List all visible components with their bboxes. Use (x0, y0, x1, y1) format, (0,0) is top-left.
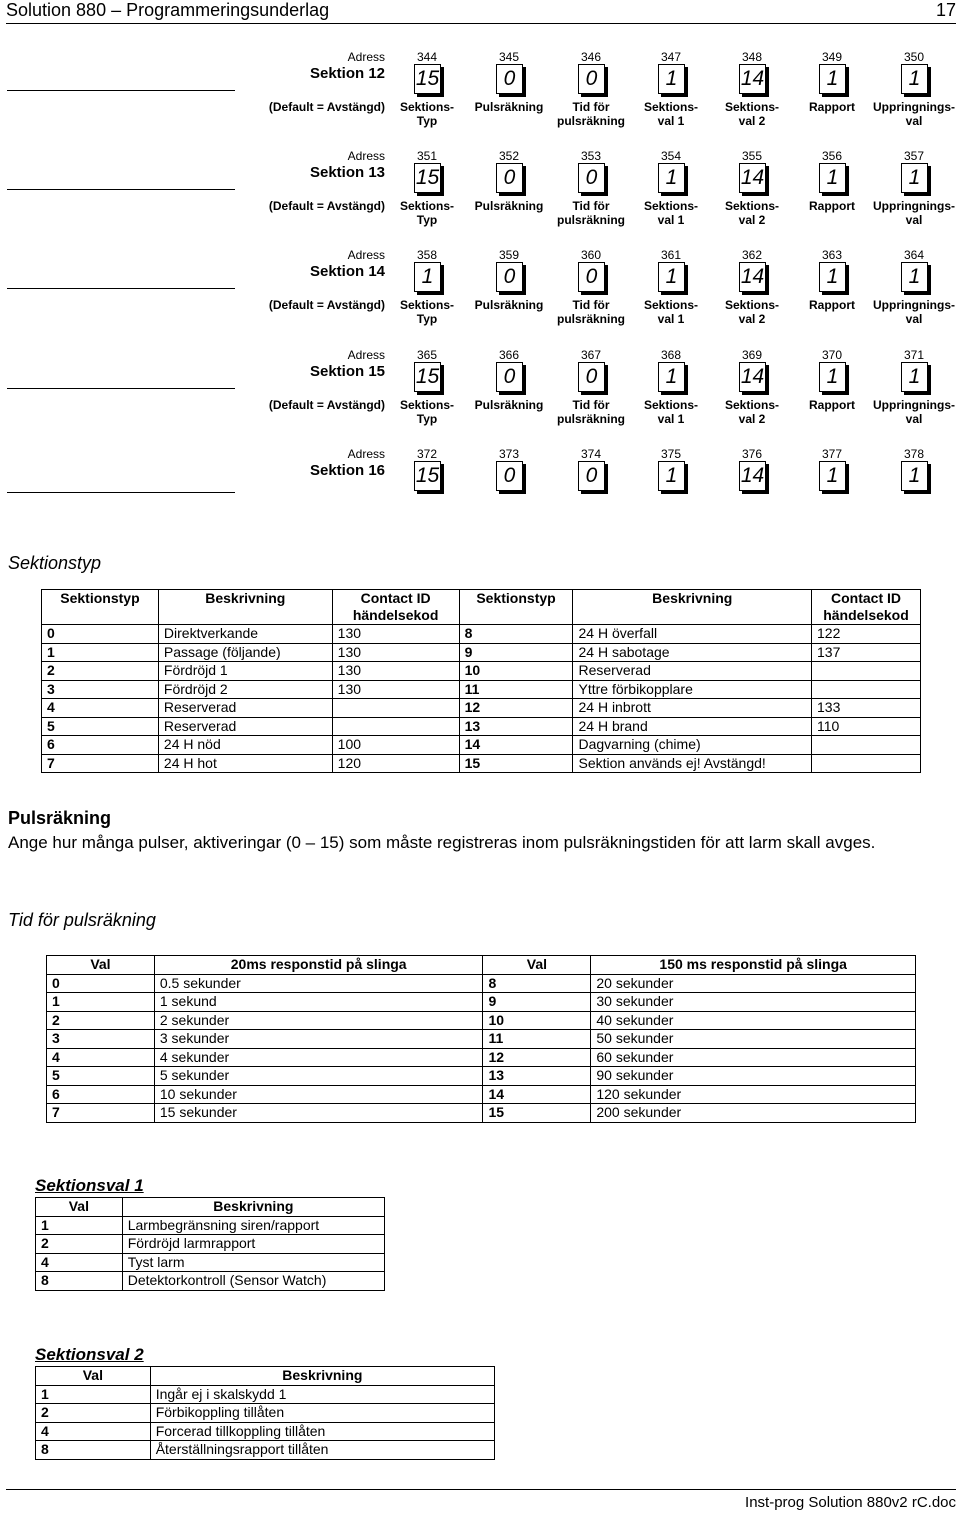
table-cell: 120 sekunder (591, 1085, 916, 1104)
table-cell: 14 (459, 736, 573, 755)
sektionstyp-table (41, 589, 921, 773)
table-header-row (42, 590, 921, 625)
field-label: Uppringnings- val (873, 199, 955, 227)
table-header-row (47, 956, 916, 975)
address-number: 364 (903, 248, 925, 262)
table-row (47, 993, 916, 1012)
value-box[interactable]: 1 (658, 163, 685, 193)
adress-label: Adress (347, 50, 385, 64)
footer-text: Inst-prog Solution 880v2 rC.doc (745, 1494, 956, 1511)
value-box[interactable]: 0 (496, 163, 523, 193)
field-label: Pulsräkning (474, 199, 544, 213)
table-cell: 5 sekunder (154, 1067, 483, 1086)
value-box[interactable]: 0 (578, 64, 605, 94)
value-box[interactable]: 15 (414, 64, 441, 94)
table-cell: 2 (42, 662, 159, 681)
table-cell (332, 699, 459, 718)
value-box[interactable]: 1 (819, 362, 846, 392)
table-cell: Reserverad (573, 662, 812, 681)
table-cell: Reserverad (158, 717, 332, 736)
address-number: 366 (498, 348, 520, 362)
table-cell: 2 (36, 1235, 123, 1254)
field-label: Sektions- Typ (399, 398, 454, 426)
address-number: 357 (903, 149, 925, 163)
sektionsval1-table (35, 1197, 385, 1291)
field-label: Sektions- val 1 (643, 398, 698, 426)
address-number: 377 (821, 447, 843, 461)
default-label: (Default = Avstängd) (268, 100, 385, 114)
section-name: Sektion 13 (309, 164, 385, 181)
address-number: 347 (660, 50, 682, 64)
address-number: 352 (498, 149, 520, 163)
table-cell: 50 sekunder (591, 1030, 916, 1049)
table-row (42, 625, 921, 644)
table-cell: 12 (483, 1048, 591, 1067)
value-box[interactable]: 14 (739, 64, 766, 94)
table-cell: Ingår ej i skalskydd 1 (150, 1385, 494, 1404)
value-box[interactable]: 1 (819, 262, 846, 292)
table-cell: 24 H sabotage (573, 643, 812, 662)
table-cell: 13 (459, 717, 573, 736)
value-box[interactable]: 1 (901, 64, 928, 94)
value-box[interactable]: 0 (496, 64, 523, 94)
table-cell (812, 680, 921, 699)
address-number: 363 (821, 248, 843, 262)
table-row (36, 1404, 495, 1423)
default-label: (Default = Avstängd) (268, 398, 385, 412)
table-header-cell: Beskrivning (150, 1367, 494, 1386)
table-cell: 60 sekunder (591, 1048, 916, 1067)
address-number: 353 (580, 149, 602, 163)
table-cell: 15 (483, 1104, 591, 1123)
table-cell: Tyst larm (122, 1253, 384, 1272)
value-box[interactable]: 1 (901, 163, 928, 193)
table-cell: 133 (812, 699, 921, 718)
table-row (47, 1030, 916, 1049)
table-cell: 24 H överfall (573, 625, 812, 644)
table-row (36, 1253, 385, 1272)
field-label: Tid för pulsräkning (556, 199, 625, 227)
table-row (47, 1048, 916, 1067)
field-label: Sektions- val 2 (724, 100, 779, 128)
address-number: 356 (821, 149, 843, 163)
address-number: 372 (416, 447, 438, 461)
table-cell: Forcerad tillkoppling tillåten (150, 1422, 494, 1441)
table-cell: 0 (47, 974, 155, 993)
table-cell: Larmbegränsning siren/rapport (122, 1216, 384, 1235)
table-cell: 11 (483, 1030, 591, 1049)
table-row (42, 717, 921, 736)
table-cell (812, 754, 921, 773)
table-cell: 1 (42, 643, 159, 662)
value-box[interactable]: 15 (414, 461, 441, 491)
table-header-cell: Contact ID händelsekod (332, 590, 459, 625)
table-cell: 6 (47, 1085, 155, 1104)
field-label: Sektions- Typ (399, 100, 454, 128)
value-box[interactable]: 1 (819, 461, 846, 491)
table-cell: 8 (483, 974, 591, 993)
table-row (47, 1104, 916, 1123)
table-header-row (36, 1367, 495, 1386)
pulsrakning-heading: Pulsräkning (8, 808, 112, 828)
table-cell: 24 H hot (158, 754, 332, 773)
address-number: 360 (580, 248, 602, 262)
table-cell: 14 (483, 1085, 591, 1104)
table-cell: 130 (332, 625, 459, 644)
table-cell: Återställningsrapport tillåten (150, 1441, 494, 1460)
table-cell: 3 (42, 680, 159, 699)
table-cell: Fördröjd 1 (158, 662, 332, 681)
table-cell: 4 (47, 1048, 155, 1067)
table-cell: 10 (459, 662, 573, 681)
table-cell: 24 H inbrott (573, 699, 812, 718)
table-row (36, 1216, 385, 1235)
address-number: 367 (580, 348, 602, 362)
table-row (42, 754, 921, 773)
adress-label: Adress (347, 149, 385, 163)
table-cell: 130 (332, 643, 459, 662)
address-number: 345 (498, 50, 520, 64)
value-box[interactable]: 0 (578, 262, 605, 292)
table-cell: 100 (332, 736, 459, 755)
table-row (36, 1235, 385, 1254)
value-box[interactable]: 0 (578, 163, 605, 193)
section-name: Sektion 12 (309, 65, 385, 82)
table-cell: 0 (42, 625, 159, 644)
table-cell: 40 sekunder (591, 1011, 916, 1030)
value-box[interactable]: 0 (496, 362, 523, 392)
field-label: Pulsräkning (474, 398, 544, 412)
table-cell: 110 (812, 717, 921, 736)
document-title: Solution 880 – Programmeringsunderlag (6, 0, 330, 20)
table-cell: 1 (36, 1216, 123, 1235)
table-row (47, 1011, 916, 1030)
table-row (42, 736, 921, 755)
table-cell: 5 (42, 717, 159, 736)
table-cell: Fördröjd larmrapport (122, 1235, 384, 1254)
table-cell: 15 (459, 754, 573, 773)
table-header-cell: 20ms responstid på slinga (154, 956, 483, 975)
table-cell: 12 (459, 699, 573, 718)
write-line (7, 189, 235, 190)
section-name: Sektion 14 (309, 263, 385, 280)
table-cell: Sektion används ej! Avstängd! (573, 754, 812, 773)
table-cell: 1 (47, 993, 155, 1012)
table-cell: Dagvarning (chime) (573, 736, 812, 755)
field-label: Sektions- val 1 (643, 100, 698, 128)
address-number: 349 (821, 50, 843, 64)
table-row (36, 1422, 495, 1441)
address-number: 351 (416, 149, 438, 163)
field-label: Uppringnings- val (873, 298, 955, 326)
table-cell: 4 (42, 699, 159, 718)
value-box[interactable]: 1 (819, 64, 846, 94)
value-box[interactable]: 1 (819, 163, 846, 193)
value-box[interactable]: 14 (739, 461, 766, 491)
field-label: Rapport (809, 100, 855, 114)
sektionsval1-heading: Sektionsval 1 (35, 1176, 144, 1195)
field-label: Sektions- val 2 (724, 398, 779, 426)
write-line (7, 388, 235, 389)
adress-label: Adress (347, 248, 385, 262)
table-header-cell: Val (36, 1367, 151, 1386)
table-cell: 137 (812, 643, 921, 662)
page-number: 17 (935, 0, 956, 20)
table-row (36, 1272, 385, 1291)
table-cell: 4 (36, 1253, 123, 1272)
tid-table (46, 955, 916, 1123)
table-cell: 8 (459, 625, 573, 644)
table-header-row (36, 1198, 385, 1217)
value-box[interactable]: 15 (414, 362, 441, 392)
address-number: 346 (580, 50, 602, 64)
field-label: Pulsräkning (474, 298, 544, 312)
table-cell: Passage (följande) (158, 643, 332, 662)
table-cell: 1 sekund (154, 993, 483, 1012)
field-label: Rapport (809, 398, 855, 412)
address-number: 358 (416, 248, 438, 262)
address-number: 344 (416, 50, 438, 64)
address-number: 374 (580, 447, 602, 461)
table-cell: 15 sekunder (154, 1104, 483, 1123)
address-number: 378 (903, 447, 925, 461)
table-cell: 10 (483, 1011, 591, 1030)
address-number: 376 (741, 447, 763, 461)
table-header-cell: Contact ID händelsekod (812, 590, 921, 625)
value-box[interactable]: 1 (658, 64, 685, 94)
write-line (7, 288, 235, 289)
address-number: 371 (903, 348, 925, 362)
table-cell (812, 736, 921, 755)
default-label: (Default = Avstängd) (268, 199, 385, 213)
table-cell: 5 (47, 1067, 155, 1086)
field-label: Uppringnings- val (873, 398, 955, 426)
field-label: Sektions- val 1 (643, 199, 698, 227)
field-label: Pulsräkning (474, 100, 544, 114)
table-cell: Yttre förbikopplare (573, 680, 812, 699)
section-name: Sektion 15 (309, 363, 385, 380)
value-box[interactable]: 0 (496, 262, 523, 292)
table-cell (812, 662, 921, 681)
table-cell: 9 (483, 993, 591, 1012)
table-cell: Detektorkontroll (Sensor Watch) (122, 1272, 384, 1291)
table-cell: 2 (36, 1404, 151, 1423)
sektionstyp-heading: Sektionstyp (8, 553, 102, 573)
table-header-cell: Val (47, 956, 155, 975)
table-header-cell: Val (36, 1198, 123, 1217)
table-cell: 9 (459, 643, 573, 662)
table-cell: 7 (42, 754, 159, 773)
field-label: Sektions- Typ (399, 298, 454, 326)
table-cell: 130 (332, 662, 459, 681)
table-header-cell: Beskrivning (158, 590, 332, 625)
value-box[interactable]: 0 (578, 362, 605, 392)
section-name: Sektion 16 (309, 462, 385, 479)
field-label: Rapport (809, 199, 855, 213)
table-row (47, 1085, 916, 1104)
address-number: 375 (660, 447, 682, 461)
write-line (7, 492, 235, 493)
table-cell: Förbikoppling tillåten (150, 1404, 494, 1423)
tid-heading: Tid för pulsräkning (8, 910, 156, 930)
address-number: 373 (498, 447, 520, 461)
value-box[interactable]: 14 (739, 362, 766, 392)
field-label: Sektions- Typ (399, 199, 454, 227)
table-cell: 7 (47, 1104, 155, 1123)
table-row (47, 1067, 916, 1086)
address-number: 359 (498, 248, 520, 262)
address-number: 355 (741, 149, 763, 163)
table-cell: 20 sekunder (591, 974, 916, 993)
table-cell: Direktverkande (158, 625, 332, 644)
value-box[interactable]: 14 (739, 163, 766, 193)
table-cell: Fördröjd 2 (158, 680, 332, 699)
value-box[interactable]: 0 (578, 461, 605, 491)
value-box[interactable]: 0 (496, 461, 523, 491)
value-box[interactable]: 1 (658, 461, 685, 491)
address-number: 369 (741, 348, 763, 362)
table-cell: 13 (483, 1067, 591, 1086)
value-box[interactable]: 1 (658, 262, 685, 292)
value-box[interactable]: 1 (901, 461, 928, 491)
address-number: 348 (741, 50, 763, 64)
table-cell: 8 (36, 1272, 123, 1291)
table-cell: 30 sekunder (591, 993, 916, 1012)
default-label: (Default = Avstängd) (268, 298, 385, 312)
address-number: 350 (903, 50, 925, 64)
table-cell: 130 (332, 680, 459, 699)
address-number: 361 (660, 248, 682, 262)
value-box[interactable]: 15 (414, 163, 441, 193)
table-header-cell: Beskrivning (573, 590, 812, 625)
table-cell: 24 H brand (573, 717, 812, 736)
field-label: Sektions- val 2 (724, 199, 779, 227)
field-label: Tid för pulsräkning (556, 298, 625, 326)
value-box[interactable]: 1 (658, 362, 685, 392)
table-cell (332, 717, 459, 736)
address-number: 365 (416, 348, 438, 362)
table-cell: 1 (36, 1385, 151, 1404)
value-box[interactable]: 1 (901, 362, 928, 392)
table-header-cell: Beskrivning (122, 1198, 384, 1217)
table-cell: 8 (36, 1441, 151, 1460)
table-cell: 3 sekunder (154, 1030, 483, 1049)
value-box[interactable]: 1 (414, 262, 441, 292)
table-cell: 6 (42, 736, 159, 755)
table-row (42, 662, 921, 681)
table-cell: 90 sekunder (591, 1067, 916, 1086)
table-row (47, 974, 916, 993)
field-label: Sektions- val 2 (724, 298, 779, 326)
field-label: Tid för pulsräkning (556, 398, 625, 426)
adress-label: Adress (347, 447, 385, 461)
table-row (36, 1385, 495, 1404)
table-row (36, 1441, 495, 1460)
field-label: Tid för pulsräkning (556, 100, 625, 128)
address-number: 370 (821, 348, 843, 362)
table-header-cell: Sektionstyp (42, 590, 159, 625)
table-row (42, 699, 921, 718)
table-cell: 3 (47, 1030, 155, 1049)
table-cell: 24 H nöd (158, 736, 332, 755)
table-row (42, 680, 921, 699)
adress-label: Adress (347, 348, 385, 362)
table-cell: 200 sekunder (591, 1104, 916, 1123)
write-line (7, 90, 235, 91)
sektionsval2-table (35, 1366, 495, 1460)
table-cell: 10 sekunder (154, 1085, 483, 1104)
address-number: 354 (660, 149, 682, 163)
table-cell: 122 (812, 625, 921, 644)
field-label: Rapport (809, 298, 855, 312)
table-header-cell: Sektionstyp (459, 590, 573, 625)
table-cell: 2 sekunder (154, 1011, 483, 1030)
page-header (6, 0, 956, 24)
value-box[interactable]: 14 (739, 262, 766, 292)
table-cell: 120 (332, 754, 459, 773)
field-label: Sektions- val 1 (643, 298, 698, 326)
address-number: 368 (660, 348, 682, 362)
table-cell: 11 (459, 680, 573, 699)
table-cell: 2 (47, 1011, 155, 1030)
table-cell: 4 sekunder (154, 1048, 483, 1067)
table-cell: Reserverad (158, 699, 332, 718)
sektionsval2-heading: Sektionsval 2 (35, 1345, 144, 1364)
pulsrakning-text: Ange hur många pulser, aktiveringar (0 – 15) som måste registreras inom pulsräkningstiden för att larm skall avges. (8, 833, 876, 852)
table-header-cell: 150 ms responstid på slinga (591, 956, 916, 975)
address-number: 362 (741, 248, 763, 262)
field-label: Uppringnings- val (873, 100, 955, 128)
table-cell: 0.5 sekunder (154, 974, 483, 993)
value-box[interactable]: 1 (901, 262, 928, 292)
table-header-cell: Val (483, 956, 591, 975)
table-row (42, 643, 921, 662)
table-cell: 4 (36, 1422, 151, 1441)
page-footer (6, 1489, 956, 1511)
